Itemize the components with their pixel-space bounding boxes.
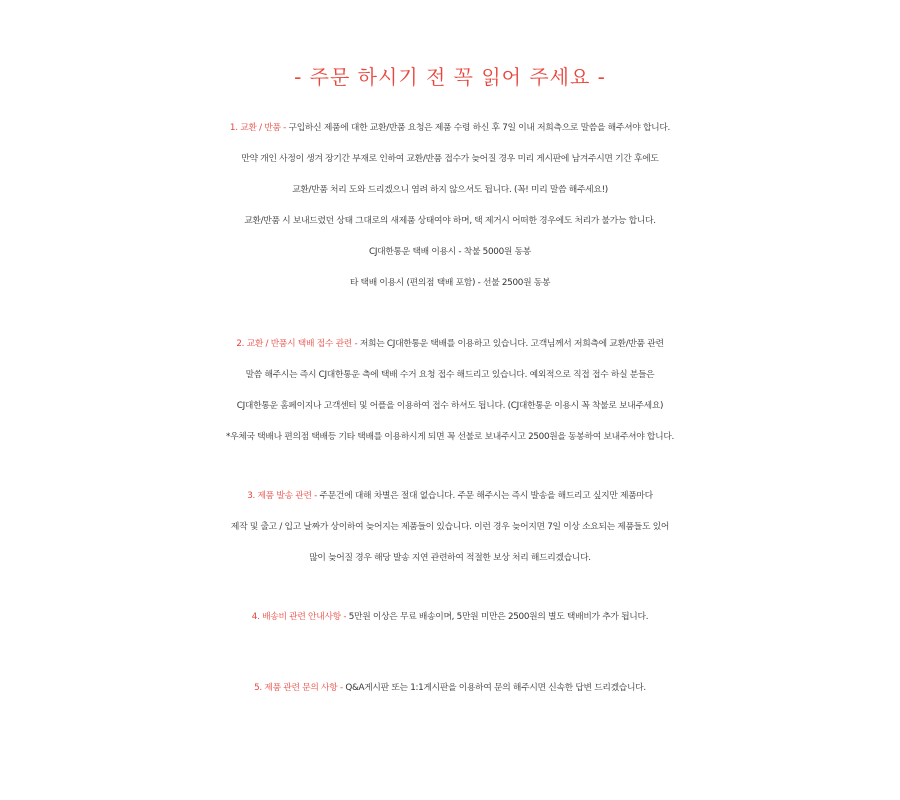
section-line: 만약 개인 사정이 생겨 장기간 부재로 인하여 교환/반품 접수가 늦어질 경우 미리 게시판에 남겨주시면 기간 후에도 [241, 154, 659, 164]
section-line [0, 329, 900, 360]
section-line [0, 113, 900, 144]
section-exchange-return [0, 113, 900, 299]
section-line: CJ대한통운 홈페이지나 고객센터 및 어플을 이용하여 접수 하셔도 됩니다. (CJ대한통운 이용시 꼭 착불로 보내주세요) [236, 401, 664, 411]
notice-title: - 주문 하시기 전 꼭 읽어 주세요 - [294, 65, 606, 89]
section-line [0, 481, 900, 512]
section-line: 말씀 해주시는 즉시 CJ대한통운 측에 택배 수거 요청 접수 해드리고 있습니다. 예외적으로 직접 접수 하실 분들은 [245, 370, 655, 380]
section-line: *우체국 택배나 편의점 택배등 기타 택배를 이용하시게 되면 꼭 선불로 보내주시고 2500원을 동봉하여 보내주셔야 합니다. [225, 432, 675, 442]
section-heading: 4. 배송비 관련 안내사항 - [251, 612, 347, 622]
section-text: 5만원 이상은 무료 배송이며, 5만원 미만은 2500원의 별도 택배비가 추가 됩니다. [348, 612, 649, 622]
section-line [0, 673, 900, 704]
section-courier-pickup [0, 329, 900, 453]
section-text: 구입하신 제품에 대한 교환/반품 요청은 제품 수령 하신 후 7일 이내 저희측으로 말씀을 해주셔야 합니다. [288, 123, 671, 133]
section-heading: 5. 제품 관련 문의 사항 - [254, 683, 343, 693]
section-line [0, 602, 900, 633]
section-heading: 1. 교환 / 반품 - [229, 123, 287, 133]
section-heading: 2. 교환 / 반품시 택배 접수 관련 - [236, 339, 358, 349]
section-product-inquiry [0, 673, 900, 704]
section-line: CJ대한통운 택배 이용시 - 착불 5000원 동봉 [369, 247, 531, 257]
section-heading: 3. 제품 발송 관련 - [247, 491, 318, 501]
section-text: 주문건에 대해 차별은 절대 없습니다. 주문 해주시는 즉시 발송을 해드리고 싶지만 제품마다 [319, 491, 653, 501]
section-line: 제작 및 출고 / 입고 날짜가 상이하여 늦어지는 제품들이 있습니다. 이런 경우 늦어지면 7일 이상 소요되는 제품들도 있어 [230, 522, 670, 532]
section-line: 많이 늦어질 경우 해당 발송 지연 관련하여 적절한 보상 처리 해드리겠습니다. [309, 553, 591, 563]
section-shipping [0, 481, 900, 574]
section-line: 교환/반품 처리 도와 드리겠으니 염려 하지 않으셔도 됩니다. (꼭! 미리 말씀 해주세요!) [292, 185, 608, 195]
section-line: 타 택배 이용시 (편의점 택배 포함) - 선불 2500원 동봉 [349, 278, 551, 288]
section-text: 저희는 CJ대한통운 택배를 이용하고 있습니다. 고객님께서 저희측에 교환/반품 관련 [359, 339, 664, 349]
section-line: 교환/반품 시 보내드렸던 상태 그대로의 새제품 상태여야 하며, 택 제거시 어떠한 경우에도 처리가 불가능 합니다. [244, 216, 656, 226]
section-text: Q&A게시판 또는 1:1게시판을 이용하여 문의 해주시면 신속한 답변 드리겠습니다. [345, 683, 646, 693]
section-shipping-fee [0, 602, 900, 633]
